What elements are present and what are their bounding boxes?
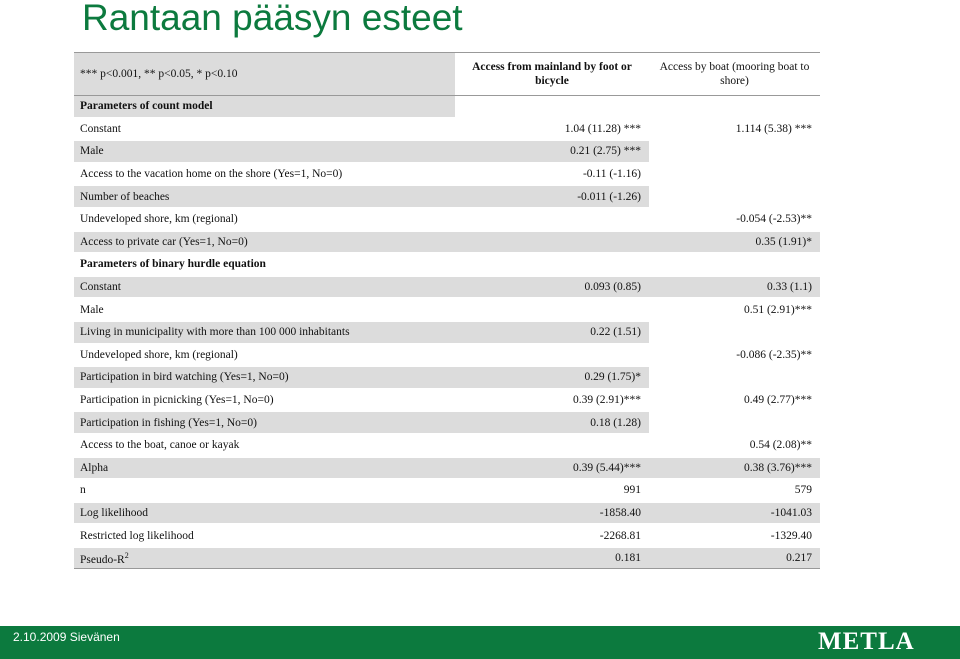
cell-mainland: 0.093 (0.85)	[455, 276, 649, 299]
table-row	[74, 231, 820, 254]
cell-boat	[649, 140, 820, 163]
table-row	[74, 389, 820, 412]
table-row	[74, 344, 820, 367]
cell-mainland: 0.181	[455, 547, 649, 569]
cell-mainland: 0.39 (2.91)***	[455, 389, 649, 412]
significance-note: *** p<0.001, ** p<0.05, * p<0.10	[74, 53, 455, 96]
table-header-row	[74, 53, 820, 96]
cell-boat: 0.217	[649, 547, 820, 569]
row-label: Constant	[74, 118, 455, 141]
footer-bar	[0, 626, 960, 659]
cell-boat	[649, 185, 820, 208]
row-label: Male	[74, 298, 455, 321]
table-row	[74, 276, 820, 299]
cell-boat: 0.33 (1.1)	[649, 276, 820, 299]
cell-mainland: -1858.40	[455, 502, 649, 525]
cell-mainland	[455, 344, 649, 367]
cell-mainland	[455, 208, 649, 231]
row-label: Constant	[74, 276, 455, 299]
cell-mainland: -0.11 (-1.16)	[455, 163, 649, 186]
section-label: Parameters of count model	[74, 96, 455, 118]
cell-mainland: 0.39 (5.44)***	[455, 457, 649, 480]
cell-boat: 1.114 (5.38) ***	[649, 118, 820, 141]
cell-mainland: 0.29 (1.75)*	[455, 366, 649, 389]
cell-boat: -1041.03	[649, 502, 820, 525]
metla-logo: METLA	[818, 628, 915, 655]
cell-mainland: 0.18 (1.28)	[455, 411, 649, 434]
table-row	[74, 140, 820, 163]
cell-mainland: 0.21 (2.75) ***	[455, 140, 649, 163]
cell-boat: 0.54 (2.08)**	[649, 434, 820, 457]
row-label: Living in municipality with more than 100 000 inhabitants	[74, 321, 455, 344]
cell-boat	[649, 163, 820, 186]
row-label: Undeveloped shore, km (regional)	[74, 344, 455, 367]
table-row	[74, 321, 820, 344]
row-label: Log likelihood	[74, 502, 455, 525]
table-row	[74, 185, 820, 208]
row-label: Number of beaches	[74, 185, 455, 208]
cell-boat: 0.38 (3.76)***	[649, 457, 820, 480]
cell-mainland: 1.04 (11.28) ***	[455, 118, 649, 141]
row-label: Restricted log likelihood	[74, 524, 455, 547]
table-row	[74, 547, 820, 569]
table-row	[74, 434, 820, 457]
cell-boat	[649, 321, 820, 344]
row-label	[74, 547, 455, 569]
table-row	[74, 457, 820, 480]
table-row	[74, 479, 820, 502]
row-label: Participation in fishing (Yes=1, No=0)	[74, 411, 455, 434]
row-label: n	[74, 479, 455, 502]
row-label: Alpha	[74, 457, 455, 480]
section-label: Parameters of binary hurdle equation	[74, 253, 455, 276]
table-row	[74, 366, 820, 389]
pseudo-r-superscript: 2	[124, 550, 129, 560]
table-row	[74, 298, 820, 321]
cell-boat	[649, 366, 820, 389]
row-label: Participation in picnicking (Yes=1, No=0)	[74, 389, 455, 412]
cell-mainland: -2268.81	[455, 524, 649, 547]
cell-mainland	[455, 298, 649, 321]
cell-boat: 579	[649, 479, 820, 502]
cell-boat: -1329.40	[649, 524, 820, 547]
section-row-count-model	[74, 96, 820, 118]
cell-mainland: 0.22 (1.51)	[455, 321, 649, 344]
cell-boat: 0.35 (1.91)*	[649, 231, 820, 254]
section-row-binary-hurdle	[74, 253, 820, 276]
cell-mainland: -0.011 (-1.26)	[455, 185, 649, 208]
footer-date-author: 2.10.2009 Sievänen	[13, 630, 120, 644]
column-header-boat: Access by boat (mooring boat to shore)	[649, 53, 820, 96]
row-label: Access to private car (Yes=1, No=0)	[74, 231, 455, 254]
table-row	[74, 411, 820, 434]
cell-mainland	[455, 231, 649, 254]
row-label: Participation in bird watching (Yes=1, No=0)	[74, 366, 455, 389]
cell-boat: 0.51 (2.91)***	[649, 298, 820, 321]
table-row	[74, 208, 820, 231]
slide-title: Rantaan pääsyn esteet	[82, 0, 463, 38]
table-row	[74, 163, 820, 186]
cell-mainland	[455, 434, 649, 457]
row-label: Undeveloped shore, km (regional)	[74, 208, 455, 231]
cell-mainland: 991	[455, 479, 649, 502]
cell-boat: -0.054 (-2.53)**	[649, 208, 820, 231]
row-label: Access to the vacation home on the shore (Yes=1, No=0)	[74, 163, 455, 186]
row-label: Access to the boat, canoe or kayak	[74, 434, 455, 457]
pseudo-r-label: Pseudo-R	[80, 553, 125, 566]
row-label: Male	[74, 140, 455, 163]
table-row	[74, 502, 820, 525]
table-row	[74, 118, 820, 141]
regression-table	[74, 52, 820, 569]
cell-boat: -0.086 (-2.35)**	[649, 344, 820, 367]
cell-boat	[649, 411, 820, 434]
column-header-mainland: Access from mainland by foot or bicycle	[455, 53, 649, 96]
table-row	[74, 524, 820, 547]
cell-boat: 0.49 (2.77)***	[649, 389, 820, 412]
